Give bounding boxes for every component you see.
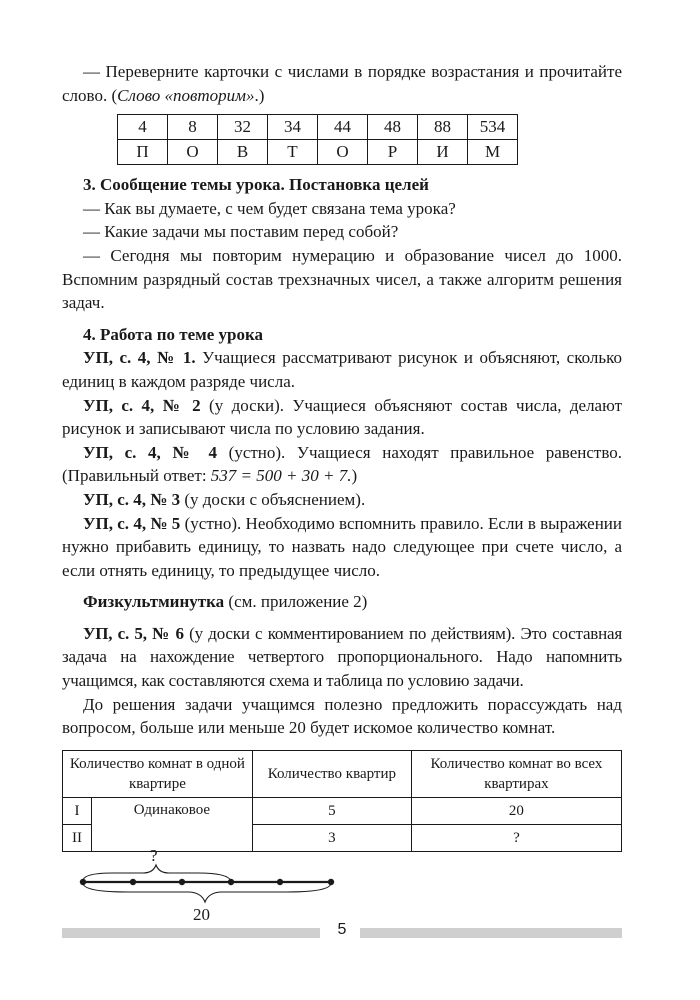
- segment-point: [277, 879, 283, 885]
- row-label: I: [63, 797, 92, 824]
- row-label: II: [63, 824, 92, 851]
- task-paragraph: УП, с. 4, № 5 (устно). Необходимо вспомнить правило. Если в выражении нужно прибавить единицу, то назвать надо следующее при счете число, а если отнять единицу, то предыдущее число.: [62, 513, 622, 580]
- segment-point: [228, 879, 234, 885]
- rooms-table-header: [63, 750, 622, 797]
- segment-point: [179, 879, 185, 885]
- card-number: 32: [218, 115, 268, 140]
- header-rooms-per-apartment: Количество комнат в одной квартире: [63, 750, 253, 797]
- apartments-cell: 5: [252, 797, 411, 824]
- diagram-question-label: ?: [150, 845, 158, 865]
- task-ref: УП, с. 4, № 4: [83, 442, 218, 462]
- rooms-per-apartment-cell: Одинаковое: [92, 797, 253, 851]
- footer-bar-left: [62, 928, 320, 938]
- card-letter: М: [468, 140, 518, 165]
- rooms-table: [62, 750, 622, 852]
- card-letter: О: [168, 140, 218, 165]
- section3-paragraph: — Сегодня мы повторим нумерацию и образование чисел до 1000. Вспомним разрядный состав трехзначных чисел, а также алгоритм решения задач.: [62, 245, 622, 313]
- cards-letters-row: [118, 140, 518, 165]
- total-rooms-cell: 20: [411, 797, 621, 824]
- card-number: 34: [268, 115, 318, 140]
- task-paragraph: УП, с. 4, № 4 (устно). Учащиеся находят правильное равенство. (Правильный ответ: 537 = 500 + 30 + 7.): [62, 442, 623, 486]
- total-rooms-cell: ?: [411, 824, 621, 851]
- intro-paragraph: — Переверните карточки с числами в порядке возрастания и прочитайте слово. (Слово «повторим».): [62, 62, 622, 105]
- card-letter: Т: [268, 140, 318, 165]
- discussion-paragraph: До решения задачи учащимся полезно предложить порассуждать над вопросом, больше или меньше 20 будет искомое количество комнат.: [62, 694, 622, 738]
- section3-question-2: — Какие задачи мы поставим перед собой?: [83, 222, 399, 242]
- task-paragraph: УП, с. 4, № 1. Учащиеся рассматривают рисунок и объясняют, сколько единиц в каждом разряде числа.: [62, 348, 622, 391]
- section4-heading: 4. Работа по теме урока: [83, 324, 264, 344]
- diagram-total-label: 20: [193, 904, 210, 924]
- apartments-cell: 3: [252, 824, 411, 851]
- card-letter: В: [218, 140, 268, 165]
- cards-table: [117, 114, 518, 165]
- segment-diagram-svg: [78, 860, 378, 930]
- physminute-title: Физкультминутка: [83, 592, 225, 612]
- task-paragraph: УП, с. 4, № 3 (у доски с объяснением).: [83, 489, 366, 509]
- cards-numbers-row: [118, 115, 518, 140]
- table-row: [63, 797, 622, 824]
- task-paragraph: УП, с. 4, № 2 (у доски). Учащиеся объясняют состав числа, делают рисунок и записывают числа по условию задания.: [62, 395, 623, 439]
- card-number: 8: [168, 115, 218, 140]
- card-letter: И: [418, 140, 468, 165]
- task-ref: УП, с. 4, № 5: [83, 513, 181, 533]
- card-number: 4: [118, 115, 168, 140]
- header-apartments: Количество квартир: [252, 750, 411, 797]
- task-ref: УП, с. 4, № 2: [83, 395, 201, 415]
- card-number: 48: [368, 115, 418, 140]
- card-number: 44: [318, 115, 368, 140]
- task-ref: УП, с. 4, № 3: [83, 489, 181, 509]
- task6-paragraph: УП, с. 5, № 6 (у доски с комментированием по действиям). Это составная задача на нахождение четвертого пропорционального. Надо напомнить учащимся, как составляются схема и таблица по условию задачи.: [62, 623, 622, 691]
- segment-diagram: [78, 845, 378, 930]
- page-number: 5: [337, 921, 347, 938]
- physminute-paragraph: Физкультминутка (см. приложение 2): [83, 592, 368, 612]
- bottom-brace: [83, 883, 331, 902]
- card-letter: П: [118, 140, 168, 165]
- card-number: 534: [468, 115, 518, 140]
- card-letter: Р: [368, 140, 418, 165]
- page-footer: [62, 921, 622, 945]
- intro-answer: Слово «повторим»: [117, 85, 255, 105]
- correct-equation: 537 = 500 + 30 + 7.: [210, 466, 352, 486]
- page-content: [62, 60, 622, 930]
- card-letter: О: [318, 140, 368, 165]
- section3-heading: 3. Сообщение темы урока. Постановка целей: [83, 175, 429, 195]
- task-ref: УП, с. 5, № 6: [83, 623, 184, 643]
- header-total-rooms: Количество комнат во всех квартирах: [411, 750, 621, 797]
- section3-question-1: — Как вы думаете, с чем будет связана тема урока?: [83, 198, 456, 218]
- card-number: 88: [418, 115, 468, 140]
- task-ref: УП, с. 4, № 1.: [83, 348, 196, 368]
- footer-bar-right: [360, 928, 622, 938]
- segment-point: [130, 879, 136, 885]
